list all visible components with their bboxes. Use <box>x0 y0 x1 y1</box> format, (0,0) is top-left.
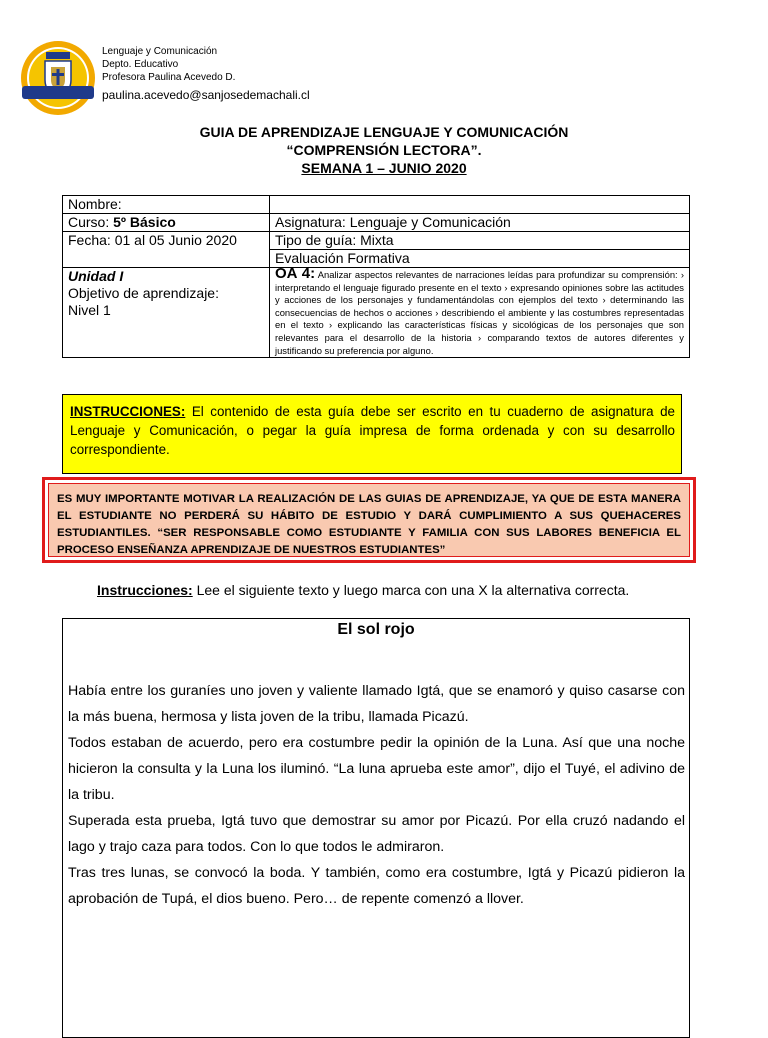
important-notice-text: ES MUY IMPORTANTE MOTIVAR LA REALIZACIÓN DE LAS GUIAS DE APRENDIZAJE, YA QUE DE ESTA MANERA EL ESTUDIANTE NO PERDERÁ SU HÁBITO DE ESTUDIO Y DARÁ CUMPLIMIENTO A SUS QUEHACERES ESTUDIANTILES. “SER RESPONSABLE COMO ESTUDIANTE Y FAMILIA CON SUS LABORES BENEFICIA EL PROCESO ENSEÑANZA APRENDIZAJE DE NUESTROS ESTUDIANTES” <box>48 483 690 557</box>
unidad-label: Unidad I <box>68 268 124 284</box>
instructions-text: El contenido de esta guía debe ser escrito en tu cuaderno de asignatura de Lenguaje y Comunicación, o pegar la guía impresa de forma ordenada y con su desarrollo correspondiente. <box>70 404 675 457</box>
reading-instructions-text: Lee el siguiente texto y luego marca con una X la alternativa correcta. <box>192 582 630 598</box>
story-box <box>62 618 690 1038</box>
table-row <box>63 196 690 214</box>
info-table <box>62 195 690 358</box>
table-row <box>63 232 690 250</box>
asignatura-cell: Asignatura: Lenguaje y Comunicación <box>270 214 690 232</box>
table-row <box>63 214 690 232</box>
header-lines <box>102 45 235 84</box>
story-paragraph: Tras tres lunas, se convocó la boda. Y también, como era costumbre, Igtá y Picazú pidieron la aprobación de Tupá, el dios bueno. Pero… de repente comenzó a llover. <box>68 865 685 907</box>
curso-cell <box>63 214 270 232</box>
nombre-label: Nombre: <box>63 196 270 214</box>
story-paragraph: Superada esta prueba, Igtá tuvo que demostrar su amor por Picazú. Por ella cruzó nadando el lago y trajo caza para todos. Con lo que todos le admiraron. <box>68 813 685 855</box>
header-teacher: Profesora Paulina Acevedo D. <box>102 72 236 83</box>
header-subject: Lenguaje y Comunicación <box>102 46 218 57</box>
nombre-value[interactable] <box>270 196 690 214</box>
fecha-cell: Fecha: 01 al 05 Junio 2020 <box>63 232 270 268</box>
oa-text: Analizar aspectos relevantes de narraciones leídas para profundizar su comprensión: › interpretando el lenguaje figurado presente en el texto › expresando opiniones sobre las actitudes y acciones de los personajes y fundamentándolas con ejemplos del texto › determinando las consecuencias de hechos o acciones › describiendo el ambiente y las costumbres representadas en el texto › explicando las características físicas y sicológicas de los personajes que son relevantes para el desarrollo de la historia › comparando textos de autores diferentes y justificando su preferencia por alguno. <box>275 269 684 356</box>
unidad-cell <box>63 268 270 358</box>
story-paragraph: Todos estaban de acuerdo, pero era costumbre pedir la opinión de la Luna. Así que una noche hicieron la consulta y la Luna los iluminó. “La luna aprueba este amor”, dijo el Tuyé, el adivino de la tribu. <box>68 735 685 803</box>
tipo-guia-cell: Tipo de guía: Mixta <box>270 232 690 250</box>
reading-instructions <box>97 582 629 598</box>
curso-value: 5º Básico <box>113 214 176 230</box>
evaluacion-cell: Evaluación Formativa <box>270 250 690 268</box>
header-email: paulina.acevedo@sanjosedemachali.cl <box>102 88 310 102</box>
story-title: El sol rojo <box>337 621 415 638</box>
curso-label: Curso: <box>68 214 114 230</box>
guide-week: SEMANA 1 – JUNIO 2020 <box>301 160 467 176</box>
header-department: Depto. Educativo <box>102 59 179 70</box>
oa-cell <box>270 265 690 358</box>
nivel-label: Nivel 1 <box>68 302 111 318</box>
instructions-box <box>62 394 682 474</box>
guide-subtitle: “COMPRENSIÓN LECTORA”. <box>286 142 482 158</box>
oa-description <box>275 265 684 357</box>
story-paragraph: Había entre los guraníes uno joven y valiente llamado Igtá, que se enamoró y quiso casarse con la más buena, hermosa y lista joven de la tribu, llamada Picazú. <box>68 683 685 725</box>
story-body <box>68 678 685 912</box>
oa-label: OA 4: <box>275 265 316 282</box>
guide-title: GUIA DE APRENDIZAJE LENGUAJE Y COMUNICACIÓN <box>199 124 569 140</box>
important-notice-box <box>42 477 696 563</box>
school-logo <box>20 40 96 116</box>
reading-instructions-label: Instrucciones: <box>97 582 193 598</box>
instructions-label: INSTRUCCIONES: <box>70 404 186 419</box>
table-row <box>63 268 690 358</box>
objetivo-label: Objetivo de aprendizaje: <box>68 285 219 301</box>
